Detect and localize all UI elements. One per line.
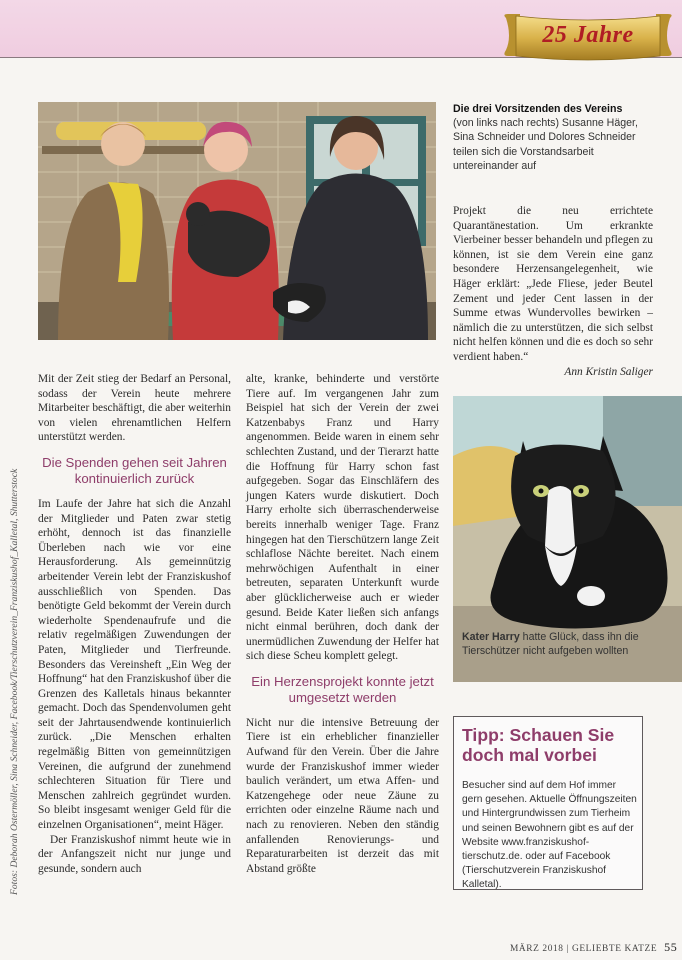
caption-harry-text: hatte Glück, dass ihn die Tierschützer nicht aufgeben wollten bbox=[462, 631, 639, 657]
caption-top-bold: Die drei Vorsitzenden des Vereins bbox=[453, 103, 623, 115]
paragraph: Mit der Zeit stieg der Bedarf an Personal, sodass der Verein heute mehrere Mitarbeiter beschäftigt, die aber weiterhin von vielen ehrenamtlichen Helfern unterstützt werden. bbox=[38, 373, 231, 444]
subheading: Die Spenden gehen seit Jahren kontinuierlich zurück bbox=[42, 454, 227, 486]
paragraph: Im Laufe der Jahre hat sich die Anzahl der Mitglieder und Paten zwar stetig erhöht, dennoch ist das finanzielle Überleben nach wie vor eine Herausforderung. Als gemeinnützig arbeitender Verein lebt der Franziskushof ausschließlich von Spenden. Das benötigte Geld bekommt der Verein durch wiederholte Spendenaufrufe und die relativ regelmäßigen Zuwendungen der Paten, Mitglieder und Tierfreunde. Besonders das Vereinsheft „Ein Weg der Hoffnung“ hat den Franziskushof über die Grenzen des Kalletals hinaus bekannter gemacht. Doch das Spendenvolumen geht seit der Jahrtausendwende kontinuierlich zurück. „Die Menschen erhalten regelmäßig Bitten von gemeinnützigen Vereinen, die aufgrund der zunehmend schlechteren Situation für Tiere und Menschen zahlreich gegründet wurden. So bleibt insgesamt weniger Geld für die einzelnen Organisationen“, meint Häger. bbox=[38, 497, 231, 832]
tip-box bbox=[453, 716, 643, 890]
paragraph: Nicht nur die intensive Betreuung der Tiere ist ein erheblicher finanzieller Aufwand für den Verein. Über die Jahre wurde der Franziskushof immer wieder baulich verändert, um etwa Affen- und Katzengehege oder neue Zäune zu errichten oder einzelne Räume nach und nach zu renovieren. Neben den ständig anfallenden Renovierungs- und Reparaturarbeiten ist derzeit das mit Abstand größte bbox=[246, 716, 439, 875]
photo-caption-harry bbox=[462, 631, 662, 658]
subheading: Ein Herzensprojekt konnte jetzt umgesetzt werden bbox=[251, 673, 434, 705]
photo-credit: Fotos: Deborah Ostermöller, Sina Schneider, Facebook/Tierschutzverein_Franziskushof_Kalletal, Shutterstock bbox=[9, 468, 20, 895]
anniversary-banner bbox=[500, 10, 676, 64]
column-right-top bbox=[453, 204, 653, 379]
page-number: 55 bbox=[664, 940, 678, 954]
column-left bbox=[38, 372, 231, 876]
column-middle bbox=[246, 372, 439, 876]
caption-harry-bold: Kater Harry bbox=[462, 631, 520, 643]
banner-label: 25 Jahre bbox=[542, 22, 634, 48]
author-byline: Ann Kristin Saliger bbox=[564, 365, 653, 378]
paragraph: alte, kranke, behinderte und verstörte Tiere auf. Im vergangenen Jahr zum Beispiel hat sich der Verein der zwei Katzenbabys Franz und Harry angenommen. Beide waren in einem sehr schlechten Zustand, und der Tierarzt hatte die Hoffnung für Harry schon fast aufgegeben. Sogar das Einschläfern des jungen Katers wurde diskutiert. Doch Harry erholte sich überraschenderweise bereits innerhalb weniger Tage. Franz hingegen hat den Tierschützern lange Zeit schlaflose Nächte bereitet. Nach einem mehrwöchigen Aufenthalt in einer betreuten, separaten Unterkunft wurde aber glücklicherweise auch er wieder gesund. Beide Kater ließen sich anfangs nicht einmal berühren, doch dank der unermüdlichen Zuwendung der Helfer hat sich diese Scheu komplett gelegt. bbox=[246, 373, 439, 663]
tip-body: Besucher sind auf dem Hof immer gern gesehen. Aktuelle Öffnungszeiten und Hintergrundwissen zum Tierheim und seinen Bewohnern gibt es auf der Website www.franziskushof-tierschutz.de. oder auf Facebook (Tierschutzverein Franziskushof Kalletal). bbox=[462, 780, 637, 891]
paragraph: Der Franziskushof nimmt heute wie in der Anfangszeit nicht nur junge und gesunde, sondern auch bbox=[38, 833, 231, 875]
photo-caption-top bbox=[453, 102, 653, 173]
group-photo bbox=[38, 102, 436, 340]
tip-title: Tipp: Schauen Sie doch mal vorbei bbox=[462, 725, 615, 765]
page-footer bbox=[510, 940, 677, 955]
footer-issue: MÄRZ 2018 | GELIEBTE KATZE bbox=[510, 944, 658, 954]
caption-top-text: (von links nach rechts) Susanne Häger, Sina Schneider und Dolores Schneider teilen sich die Vorstandsarbeit untereinander auf bbox=[453, 117, 638, 172]
paragraph-quote: Projekt die neu errichtete Quarantänestation. Um erkrankte Vierbeiner besser behandeln und pflegen zu können, ist sie dem Verein eine ganz besondere Herzensangelegenheit, wie Häger erklärt: „Jede Fliese, jeder Beutel Zement und jeder Cent lassen in der Summe etwas Wundervolles bewirken – nämlich die zu unterstützen, die sich selbst nicht helfen können und die es doch so sehr verdient haben.“ bbox=[453, 205, 653, 363]
